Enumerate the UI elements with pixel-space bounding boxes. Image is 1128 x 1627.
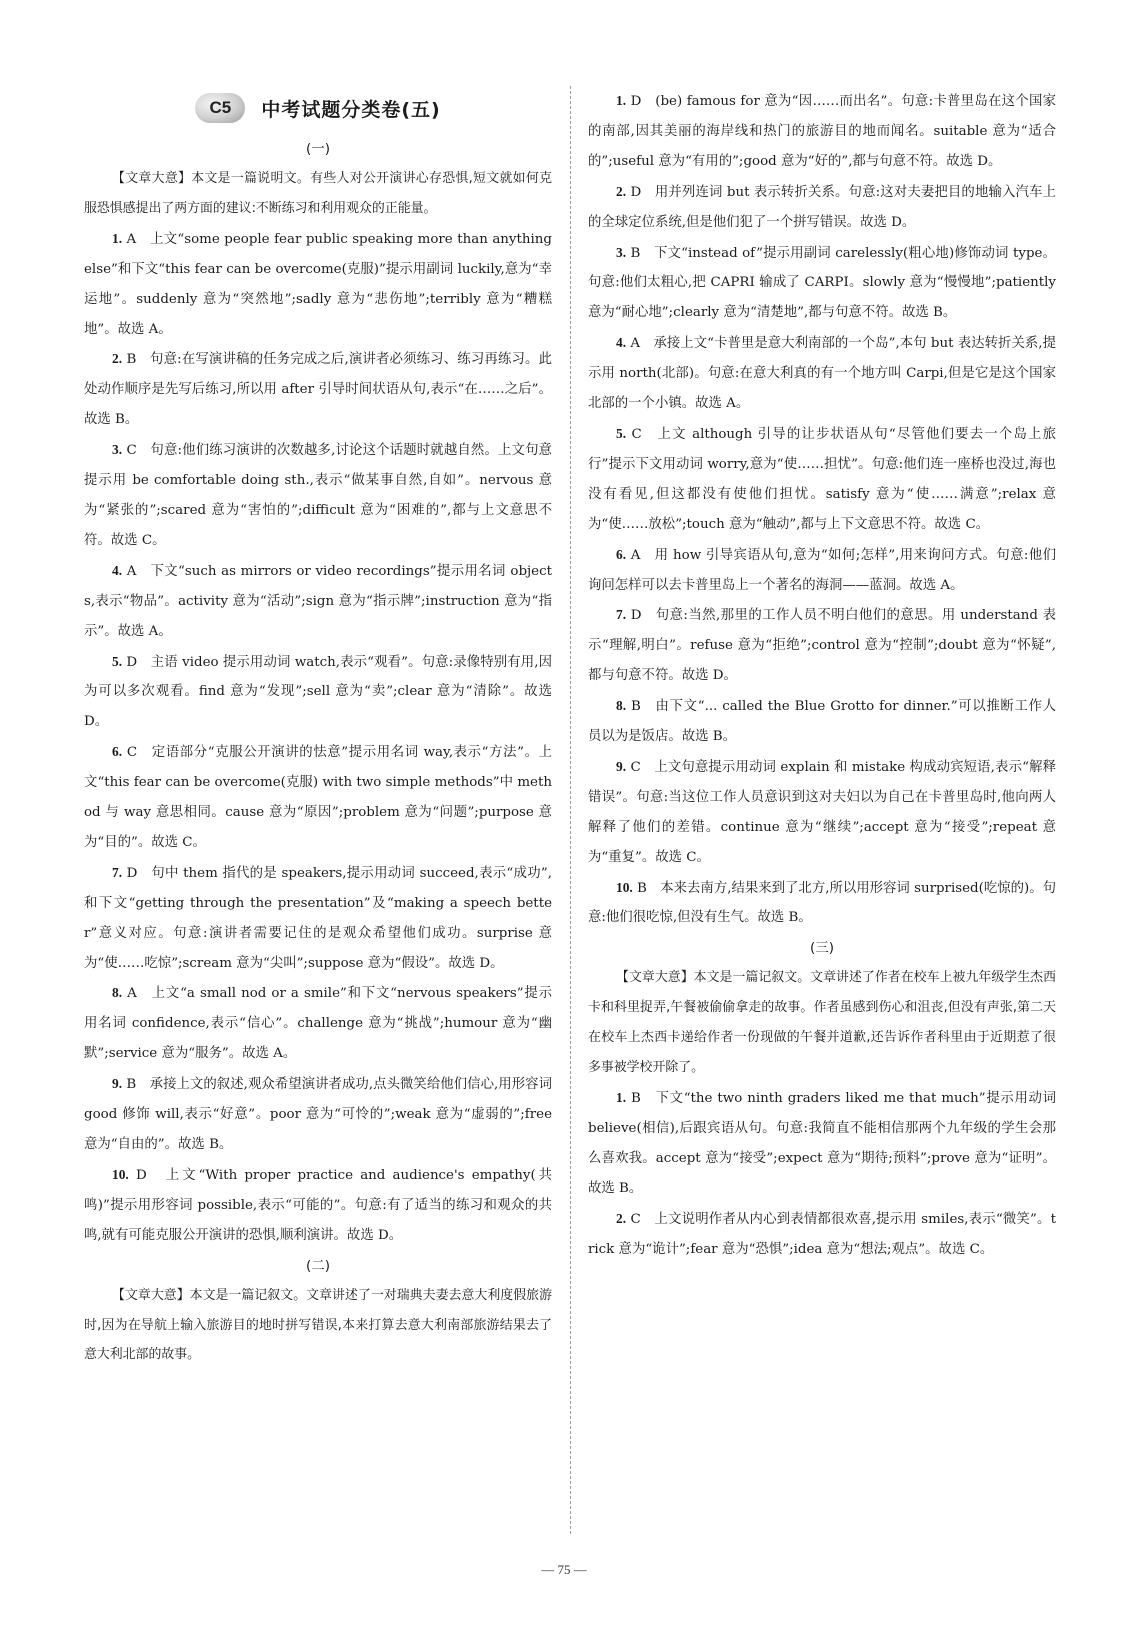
answer-item: [84, 1069, 552, 1160]
question-number: 6.: [112, 744, 123, 760]
article-summary: 【文章大意】本文是一篇说明文。有些人对公开演讲心存恐惧,短文就如何克服恐惧感提出了两方面的建议:不断练习和利用观众的正能量。: [84, 171, 552, 216]
question-number: 3.: [112, 442, 123, 458]
column-divider: [570, 86, 571, 1534]
answer-item: [588, 873, 1056, 934]
section-badge: C5: [195, 93, 245, 123]
answer-item: [84, 737, 552, 858]
answer-explanation: C 上文 although 引导的让步状语从句“尽管他们要去一个岛上旅行”提示下文用动词 worry,意为“使……担忧”。句意:他们连一座桥也没过,海也没有看见,但这都没有使他们担忧。satisfy 意为“使……满意”;relax 意为“使……放松”;touch 意为“触动”,都与上下文意思不符。故选 C。: [588, 426, 1056, 532]
answer-item: [84, 647, 552, 738]
question-number: 2.: [112, 351, 123, 367]
question-number: 3.: [616, 244, 627, 260]
page-title: 中考试题分类卷(五): [261, 98, 441, 121]
answer-item: [84, 556, 552, 647]
question-number: 2.: [616, 183, 627, 199]
question-number: 8.: [112, 985, 123, 1001]
section-heading: (二): [305, 1257, 331, 1274]
answer-item: [588, 1204, 1056, 1265]
answer-explanation: C 上文说明作者从内心到表情都很欢喜,提示用 smiles,表示“微笑”。trick 意为“诡计”;fear 意为“恐惧”;idea 意为“想法;观点”。故选 C。: [588, 1211, 1056, 1257]
answer-item: [588, 177, 1056, 238]
article-summary: 【文章大意】本文是一篇记叙文。文章讲述了一对瑞典夫妻去意大利度假旅游时,因为在导航上输入旅游目的地时拼写错误,本来打算去意大利南部旅游结果去了意大利北部的故事。: [84, 1287, 552, 1363]
answer-item: [84, 858, 552, 979]
page-number: — 75 —: [541, 1562, 587, 1577]
section-heading: (一): [305, 141, 331, 157]
answer-item: [84, 344, 552, 435]
answer-item: [588, 238, 1056, 329]
question-number: 1.: [616, 93, 627, 108]
answer-item: [84, 978, 552, 1069]
question-number: 1.: [112, 230, 123, 246]
answer-item: [84, 224, 552, 345]
answer-item: [588, 86, 1056, 177]
answer-item: [588, 600, 1056, 691]
answer-item: [588, 419, 1056, 540]
question-number: 9.: [616, 758, 627, 774]
answer-explanation: A 用 how 引导宾语从句,意为“如何;怎样”,用来询问方式。句意:他们询问怎样可以去卡普里岛上一个著名的海洞——蓝洞。故选 A。: [588, 547, 1056, 593]
answer-explanation: D 主语 video 提示用动词 watch,表示“观看”。句意:录像特别有用,因为可以多次观看。find 意为“发现”;sell 意为“卖”;clear 意为“清除”。故选 D。: [84, 654, 552, 730]
answer-explanation: D 上文“With proper practice and audience's empathy(共鸣)”提示用形容词 possible,表示“可能的”。句意:有了适当的练习和观众的共鸣,就有可能克服公开演讲的恐惧,顺利演讲。故选 D。: [84, 1167, 552, 1243]
answer-explanation: B 句意:在写演讲稿的任务完成之后,演讲者必须练习、练习再练习。此处动作顺序是先写后练习,所以用 after 引导时间状语从句,表示“在……之后”。故选 B。: [84, 352, 552, 428]
answer-explanation: B 下文“the two ninth graders liked me that much”提示用动词 believe(相信),后跟宾语从句。句意:我简直不能相信那两个九年级的学生会那么喜欢我。accept 意为“接受”;expect 意为“期待;预料”;prove 意为“证明”。故选 B。: [588, 1091, 1056, 1196]
question-number: 4.: [616, 335, 627, 351]
question-number: 8.: [616, 698, 627, 714]
page-header: [84, 86, 552, 130]
answer-explanation: D 用并列连词 but 表示转折关系。句意:这对夫妻把目的地输入汽车上的全球定位系统,但是他们犯了一个拼写错误。故选 D。: [588, 184, 1056, 230]
answer-item: [588, 540, 1056, 601]
answer-explanation: A 上文“a small nod or a smile”和下文“nervous speakers”提示用名词 confidence,表示“信心”。challenge 意为“挑战”;humour 意为“幽默”;service 意为“服务”。故选 A。: [84, 986, 552, 1062]
answer-explanation: A 上文“some people fear public speaking more than anything else”和下文“this fear can be overcome(克服)”提示用副词 luckily,意为“幸运地”。suddenly 意为“突然地”;sadly 意为“悲伤地”;terribly 意为“糟糕地”。故选 A。: [84, 231, 552, 337]
answer-explanation: B 承接上文的叙述,观众希望演讲者成功,点头微笑给他们信心,用形容词 good 修饰 will,表示“好意”。poor 意为“可怜的”;weak 意为“虚弱的”;free 意为“自由的”。故选 B。: [84, 1077, 552, 1152]
answer-item: [588, 1083, 1056, 1204]
question-number: 9.: [112, 1076, 123, 1092]
answer-explanation: A 下文“such as mirrors or video recordings”提示用名词 objects,表示“物品”。activity 意为“活动”;sign 意为“指示牌”;instruction 意为“指示”。故选 A。: [84, 563, 552, 639]
answer-explanation: B 下文“instead of”提示用副词 carelessly(粗心地)修饰动词 type。句意:他们太粗心,把 CAPRI 输成了 CARPI。slowly 意为“慢慢地”;patiently 意为“耐心地”;clearly 意为“清楚地”,都与句意不符。故选 B。: [588, 245, 1056, 321]
answer-explanation: C 上文句意提示用动词 explain 和 mistake 构成动宾短语,表示“解释错误”。句意:当这位工作人员意识到这对夫妇以为自己在卡普里岛时,他向两人解释了他们的差错。continue 意为“继续”;accept 意为“接受”;repeat 意为“重复”。故选 C。: [588, 759, 1056, 865]
answer-item: [588, 752, 1056, 873]
question-number: 2.: [616, 1210, 627, 1226]
question-number: 1.: [616, 1090, 627, 1105]
question-number: 5.: [112, 653, 123, 669]
answer-explanation: D 句意:当然,那里的工作人员不明白他们的意思。用 understand 表示“理解,明白”。refuse 意为“拒绝”;control 意为“控制”;doubt 意为“怀疑”,都与句意不符。故选 D。: [588, 608, 1057, 684]
question-number: 5.: [616, 425, 627, 441]
left-column: [84, 86, 552, 1370]
answer-explanation: B 本来去南方,结果来到了北方,所以用形容词 surprised(吃惊的)。句意:他们很吃惊,但没有生气。故选 B。: [588, 880, 1056, 926]
question-number: 10.: [616, 879, 633, 895]
question-number: 6.: [616, 546, 627, 562]
answer-explanation: B 由下文“... called the Blue Grotto for dinner.”可以推断工作人员以为是饭店。故选 B。: [588, 699, 1056, 745]
question-number: 7.: [616, 607, 627, 623]
answer-explanation: C 句意:他们练习演讲的次数越多,讨论这个话题时就越自然。上文句意提示用 be comfortable doing sth.,表示“做某事自然,自如”。nervous 意为“紧张的”;scared 意为“害怕的”;difficult 意为“困难的”,都与上文意思不符。故选 C。: [84, 443, 553, 548]
article-summary: 【文章大意】本文是一篇记叙文。文章讲述了作者在校车上被九年级学生杰西卡和科里捉弄,午餐被偷偷拿走的故事。作者虽感到伤心和沮丧,但没有声张,第二天在校车上杰西卡递给作者一份现做的午餐并道歉,还告诉作者科里由于近期惹了很多事被学校开除了。: [588, 970, 1056, 1076]
question-number: 7.: [112, 864, 123, 880]
answer-item: [84, 1160, 552, 1251]
right-column: [588, 86, 1056, 1264]
answer-item: [84, 435, 552, 556]
question-number: 10.: [112, 1166, 129, 1182]
section-heading: (三): [809, 940, 835, 957]
answer-explanation: D 句中 them 指代的是 speakers,提示用动词 succeed,表示“成功”,和下文“getting through the presentation”及“making a speech better”意义对应。句意:演讲者需要记住的是观众希望他们成功。surprise 意为“使……吃惊”;scream 意为“尖叫”;suppose 意为“假设”。故选 D。: [84, 865, 552, 971]
question-number: 4.: [112, 562, 123, 578]
answer-explanation: D (be) famous for 意为“因……而出名”。句意:卡普里岛在这个国家的南部,因其美丽的海岸线和热门的旅游目的地而闻名。suitable 意为“适合的”;useful 意为“有用的”;good 意为“好的”,都与句意不符。故选 D。: [588, 94, 1056, 169]
answer-item: [588, 691, 1056, 752]
answer-explanation: A 承接上文“卡普里是意大利南部的一个岛”,本句 but 表达转折关系,提示用 north(北部)。句意:在意大利真的有一个地方叫 Carpi,但是它是这个国家北部的一个小镇。故选 A。: [588, 336, 1056, 412]
answer-item: [588, 328, 1056, 419]
answer-explanation: C 定语部分“克服公开演讲的怯意”提示用名词 way,表示“方法”。上文“this fear can be overcome(克服) with two simple methods”中 method 与 way 意思相同。cause 意为“原因”;problem 意为“问题”;purpose 意为“目的”。故选 C。: [84, 745, 552, 850]
